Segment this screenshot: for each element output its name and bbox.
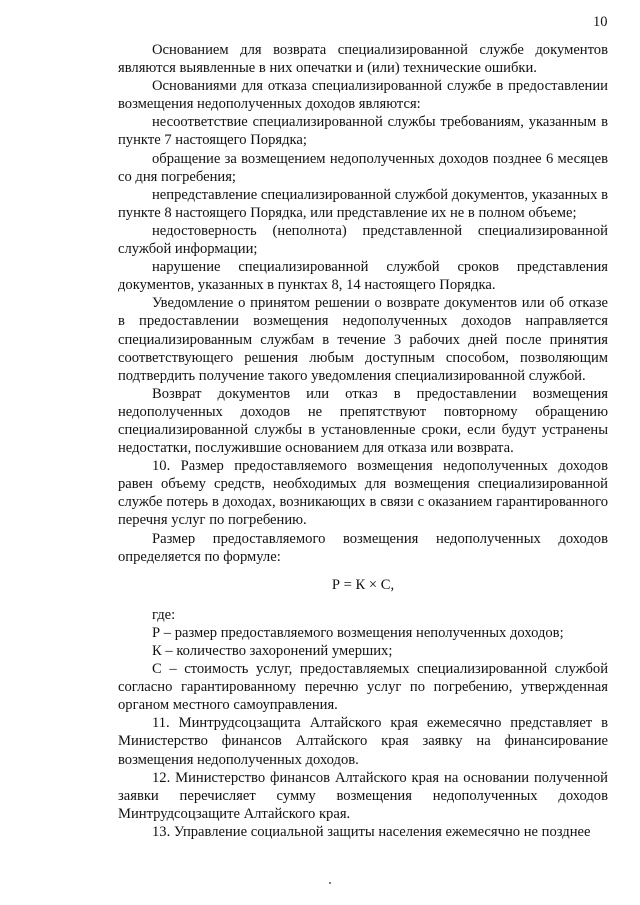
paragraph-formula-intro: Размер предоставляемого возмещения недополученных доходов определяется по формуле: bbox=[118, 530, 608, 565]
footer-mark bbox=[329, 882, 331, 884]
list-item-late-application: обращение за возмещением недополученных доходов позднее 6 месяцев со дня погребения; bbox=[118, 150, 608, 185]
list-item-missing-documents: непредставление специализированной службой документов, указанных в пункте 8 настоящего Порядка, или представление их не в полном объеме; bbox=[118, 186, 608, 221]
document-body bbox=[118, 41, 608, 841]
list-item-noncompliance: несоответствие специализированной службы требованиям, указанным в пункте 7 настоящего Порядка; bbox=[118, 114, 608, 149]
definition-p: Р – размер предоставляемого возмещения неполученных доходов; bbox=[152, 624, 564, 641]
page-number: 10 bbox=[593, 14, 608, 30]
definition-c: С – стоимость услуг, предоставляемых специализированной службой согласно гарантированному перечню услуг по погребению, утвержденная органом местного самоуправления. bbox=[118, 661, 608, 714]
paragraph-section-13: 13. Управление социальной защиты населения ежемесячно не позднее bbox=[152, 823, 591, 840]
list-item-deadline-violation: нарушение специализированной службой сроков представления документов, указанных в пунктах 8, 14 настоящего Порядка. bbox=[118, 259, 608, 294]
formula: Р = К × С, bbox=[331, 576, 395, 593]
paragraph-section-11: 11. Минтрудсоцзащита Алтайского края ежемесячно представляет в Министерство финансов Алтайского края заявку на финансирование возмещения недополученных доходов. bbox=[118, 715, 608, 768]
paragraph-section-12: 12. Министерство финансов Алтайского края на основании полученной заявки перечисляет сумму возмещения недополученных доходов Минтрудсоцзащите Алтайского края. bbox=[118, 769, 608, 822]
list-item-inaccurate-info: недостоверность (неполнота) представленной специализированной службой информации; bbox=[118, 222, 608, 258]
paragraph-section-10: 10. Размер предоставляемого возмещения недополученных доходов равен объему средств, необходимых для возмещения специализированной службе потерь в доходах, возникающих в связи с оказанием гарантированного перечня услуг по погребению. bbox=[118, 458, 608, 529]
paragraph-notification: Уведомление о принятом решении о возврате документов или об отказе в предоставлении возмещения недополученных доходов направляется специализированным службам в течение 3 рабочих дней после принятия соответствующего решения любым доступным способом, позволяющим подтвердить получение такого уведомления специализированной службой. bbox=[118, 295, 608, 384]
where-label: где: bbox=[152, 606, 176, 623]
paragraph-reapplication: Возврат документов или отказ в предоставлении возмещения недополученных доходов не препятствуют повторному обращению специализированной службы в установленные сроки, если будут устранены недостатки, послужившие основанием для отказа или возврата. bbox=[118, 385, 608, 457]
definition-k: К – количество захоронений умерших; bbox=[152, 643, 393, 659]
paragraph-return-grounds: Основанием для возврата специализированной службе документов являются выявленные в них опечатки и (или) технические ошибки. bbox=[118, 42, 608, 77]
paragraph-refusal-grounds: Основаниями для отказа специализированной службе в предоставлении возмещения недополученных доходов являются: bbox=[118, 78, 608, 113]
